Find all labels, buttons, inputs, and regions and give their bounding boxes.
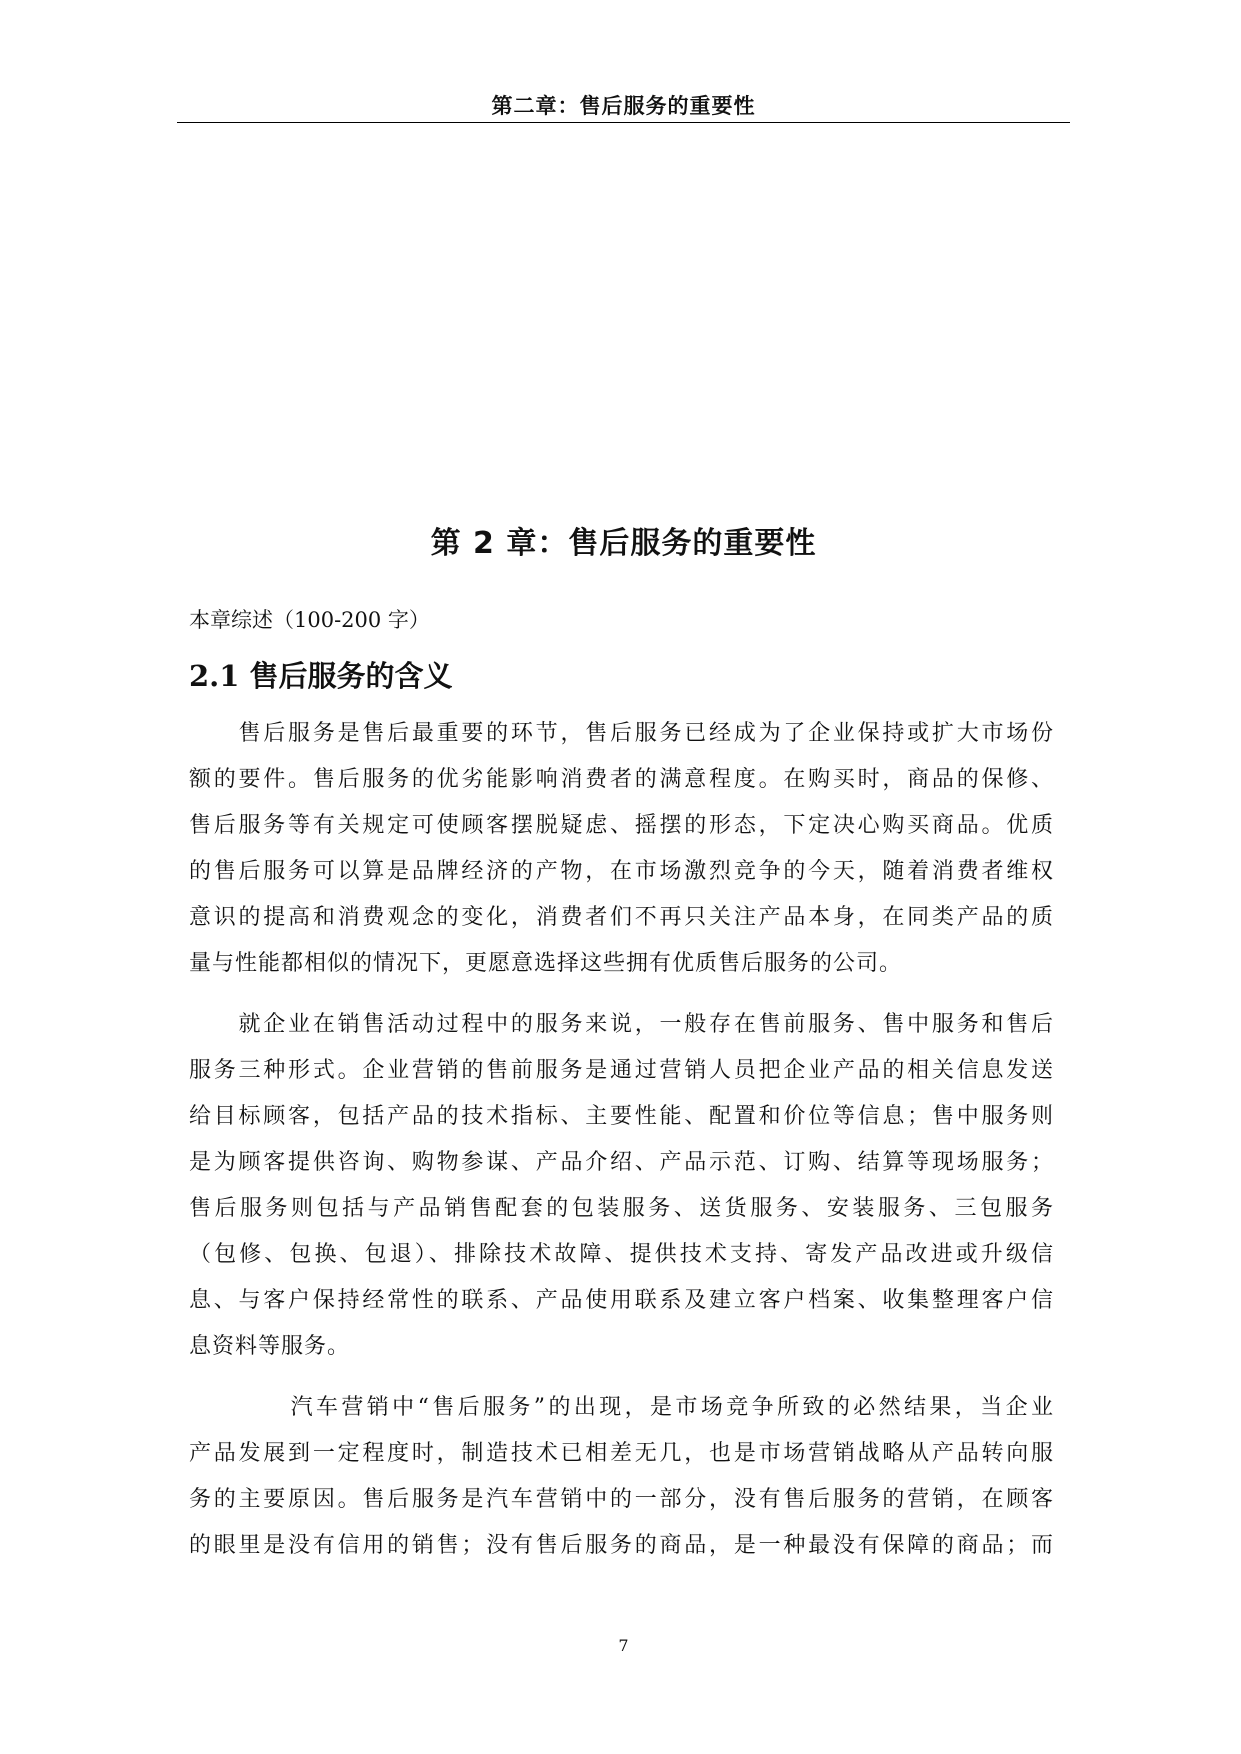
chapter-summary: 本章综述（100-200 字） <box>189 608 430 632</box>
running-header: 第二章：售后服务的重要性 <box>491 94 756 118</box>
text-line: 的售后服务可以算是品牌经济的产物，在市场激烈竞争的今天，随着消费者维权 <box>189 859 1054 884</box>
text-line: 产品发展到一定程度时，制造技术已相差无几，也是市场营销战略从产品转向服 <box>189 1441 1054 1466</box>
body-paragraph-1 <box>189 711 1054 987</box>
text-line: 务的主要原因。售后服务是汽车营销中的一部分，没有售后服务的营销，在顾客 <box>189 1487 1054 1512</box>
text-line: 售后服务是售后最重要的环节，售后服务已经成为了企业保持或扩大市场份 <box>189 721 1054 746</box>
text-line: （包修、包换、包退）、排除技术故障、提供技术支持、寄发产品改进或升级信 <box>189 1242 1054 1267</box>
text-line: 额的要件。售后服务的优劣能影响消费者的满意程度。在购买时，商品的保修、 <box>189 767 1054 792</box>
section-heading: 2.1 售后服务的含义 <box>189 659 453 693</box>
text-line: 就企业在销售活动过程中的服务来说，一般存在售前服务、售中服务和售后 <box>189 1012 1054 1037</box>
chapter-title: 第 2 章：售后服务的重要性 <box>430 526 817 561</box>
text-line: 的眼里是没有信用的销售；没有售后服务的商品，是一种最没有保障的商品；而 <box>189 1533 1054 1558</box>
body-paragraph-2 <box>189 1002 1054 1370</box>
text-line: 售后服务则包括与产品销售配套的包装服务、送货服务、安装服务、三包服务 <box>189 1196 1054 1221</box>
body-paragraph-3 <box>189 1385 1054 1569</box>
text-line: 汽车营销中“售后服务”的出现，是市场竞争所致的必然结果，当企业 <box>189 1395 1054 1420</box>
text-line: 服务三种形式。企业营销的售前服务是通过营销人员把企业产品的相关信息发送 <box>189 1058 1054 1083</box>
text-line: 是为顾客提供咨询、购物参谋、产品介绍、产品示范、订购、结算等现场服务； <box>189 1150 1054 1175</box>
text-line: 意识的提高和消费观念的变化，消费者们不再只关注产品本身，在同类产品的质 <box>189 905 1054 930</box>
text-line: 量与性能都相似的情况下，更愿意选择这些拥有优质售后服务的公司。 <box>189 951 903 976</box>
text-line: 售后服务等有关规定可使顾客摆脱疑虑、摇摆的形态，下定决心购买商品。优质 <box>189 813 1054 838</box>
page-number: 7 <box>618 1636 629 1655</box>
text-line: 息、与客户保持经常性的联系、产品使用联系及建立客户档案、收集整理客户信 <box>189 1288 1054 1313</box>
text-line: 息资料等服务。 <box>189 1334 351 1359</box>
text-line: 给目标顾客，包括产品的技术指标、主要性能、配置和价位等信息；售中服务则 <box>189 1104 1054 1129</box>
header-rule <box>177 122 1070 123</box>
